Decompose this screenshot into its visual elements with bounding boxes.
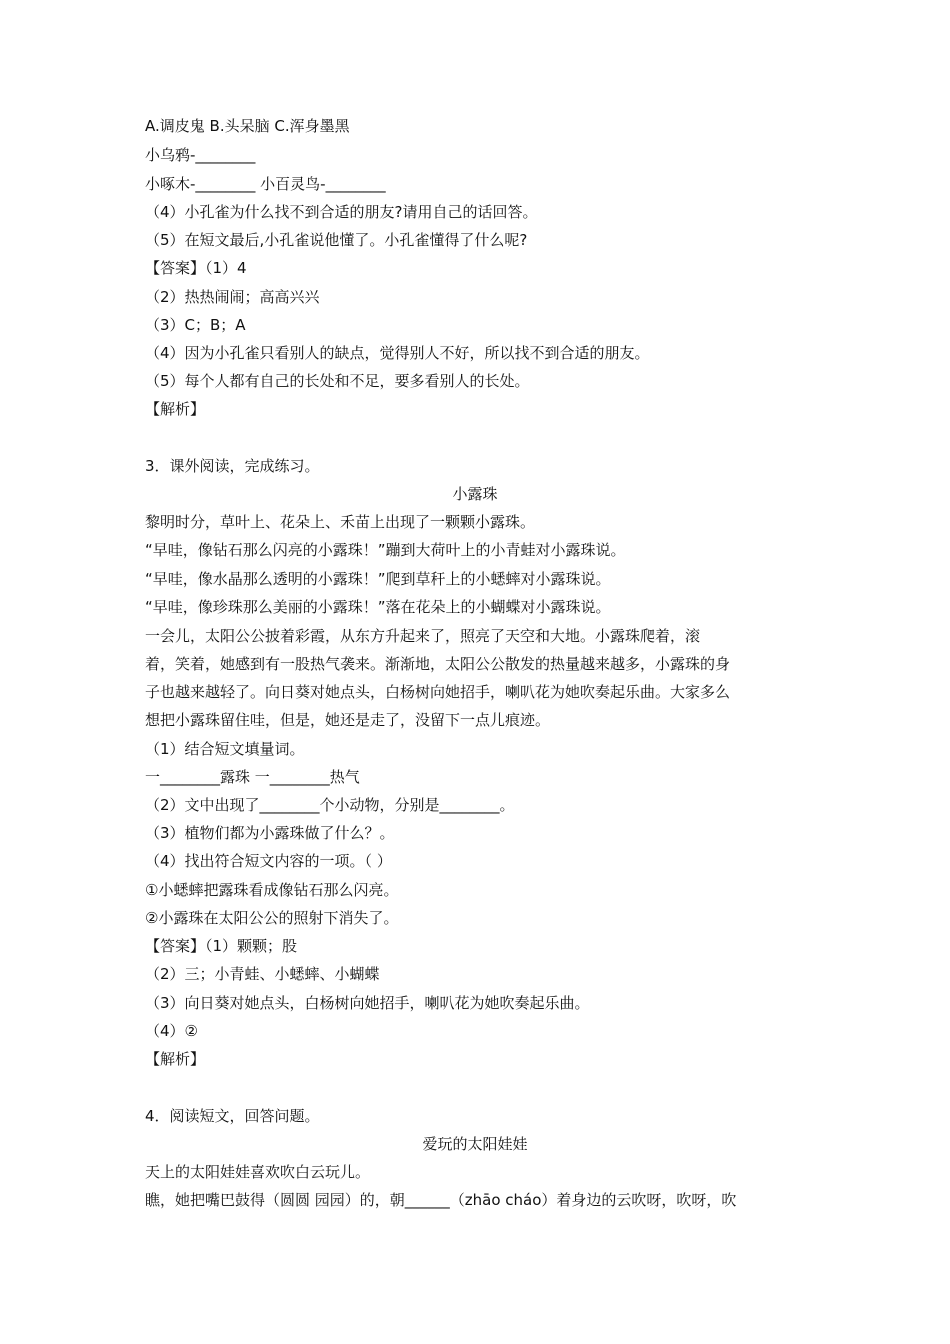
text-line: （3）C；B；A	[145, 316, 246, 334]
text-line: （4）小孔雀为什么找不到合适的朋友?请用自己的话回答。	[145, 203, 538, 221]
text-line: 小乌鸦-________	[145, 146, 256, 164]
text-line: （2）文中出现了________个小动物，分别是________。	[145, 796, 515, 814]
passage-line: 子也越来越轻了。向日葵对她点头，白杨树向她招手，喇叭花为她吹奏起乐曲。大家多么	[145, 683, 731, 701]
answer-label: 【答案】（1）颗颗；股	[145, 937, 298, 955]
passage-title: 小露珠	[452, 485, 498, 503]
passage-line: 天上的太阳娃娃喜欢吹白云玩儿。	[145, 1163, 371, 1181]
passage-line: 瞧，她把嘴巴鼓得（圆圆 园园）的，朝______（zhāo cháo）着身边的云吹呀，吹呀，吹	[145, 1191, 737, 1209]
text-line: （2）热热闹闹；高高兴兴	[145, 288, 320, 306]
text-line: ①小蟋蟀把露珠看成像钻石那么闪亮。	[145, 881, 399, 899]
passage-line: 黎明时分，草叶上、花朵上、禾苗上出现了一颗颗小露珠。	[145, 513, 536, 531]
text-line: 小啄木-________ 小百灵鸟-________	[145, 175, 386, 193]
text-line: （4）因为小孔雀只看别人的缺点，觉得别人不好，所以找不到合适的朋友。	[145, 344, 650, 362]
passage-line: 想把小露珠留住哇，但是，她还是走了，没留下一点儿痕迹。	[145, 711, 551, 729]
passage-line: “早哇，像珍珠那么美丽的小露珠！”落在花朵上的小蝴蝶对小露珠说。	[145, 598, 611, 616]
text-line: ②小露珠在太阳公公的照射下消失了。	[145, 909, 399, 927]
analysis-label: 【解析】	[145, 1050, 206, 1068]
passage-line: “早哇，像水晶那么透明的小露珠！”爬到草秆上的小蟋蟀对小露珠说。	[145, 570, 611, 588]
text-line: （3）植物们都为小露珠做了什么？。	[145, 824, 395, 842]
analysis-label: 【解析】	[145, 400, 206, 418]
question-heading: 3．课外阅读，完成练习。	[145, 457, 320, 475]
passage-title: 爱玩的太阳娃娃	[422, 1135, 528, 1153]
question-heading: 4．阅读短文，回答问题。	[145, 1107, 320, 1125]
passage-line: 着，笑着，她感到有一股热气袭来。渐渐地，太阳公公散发的热量越来越多，小露珠的身	[145, 655, 731, 673]
text-line: （1）结合短文填量词。	[145, 740, 305, 758]
text-line: A.调皮鬼 B.头呆脑 C.浑身墨黑	[145, 117, 350, 135]
passage-line: 一会儿，太阳公公披着彩霞，从东方升起来了，照亮了天空和大地。小露珠爬着，滚	[145, 627, 701, 645]
text-line: （5）每个人都有自己的长处和不足，要多看别人的长处。	[145, 372, 530, 390]
text-line: （3）向日葵对她点头，白杨树向她招手，喇叭花为她吹奏起乐曲。	[145, 994, 590, 1012]
text-line: 一________露珠 一________热气	[145, 768, 360, 786]
text-line: （4）找出符合短文内容的一项。（ ）	[145, 852, 392, 870]
answer-label: 【答案】（1）4	[145, 259, 247, 277]
text-line: （2）三；小青蛙、小蟋蟀、小蝴蝶	[145, 965, 380, 983]
text-line: （5）在短文最后,小孔雀说他懂了。小孔雀懂得了什么呢?	[145, 231, 528, 249]
text-line: （4）②	[145, 1022, 198, 1040]
passage-line: “早哇，像钻石那么闪亮的小露珠！”蹦到大荷叶上的小青蛙对小露珠说。	[145, 541, 626, 559]
